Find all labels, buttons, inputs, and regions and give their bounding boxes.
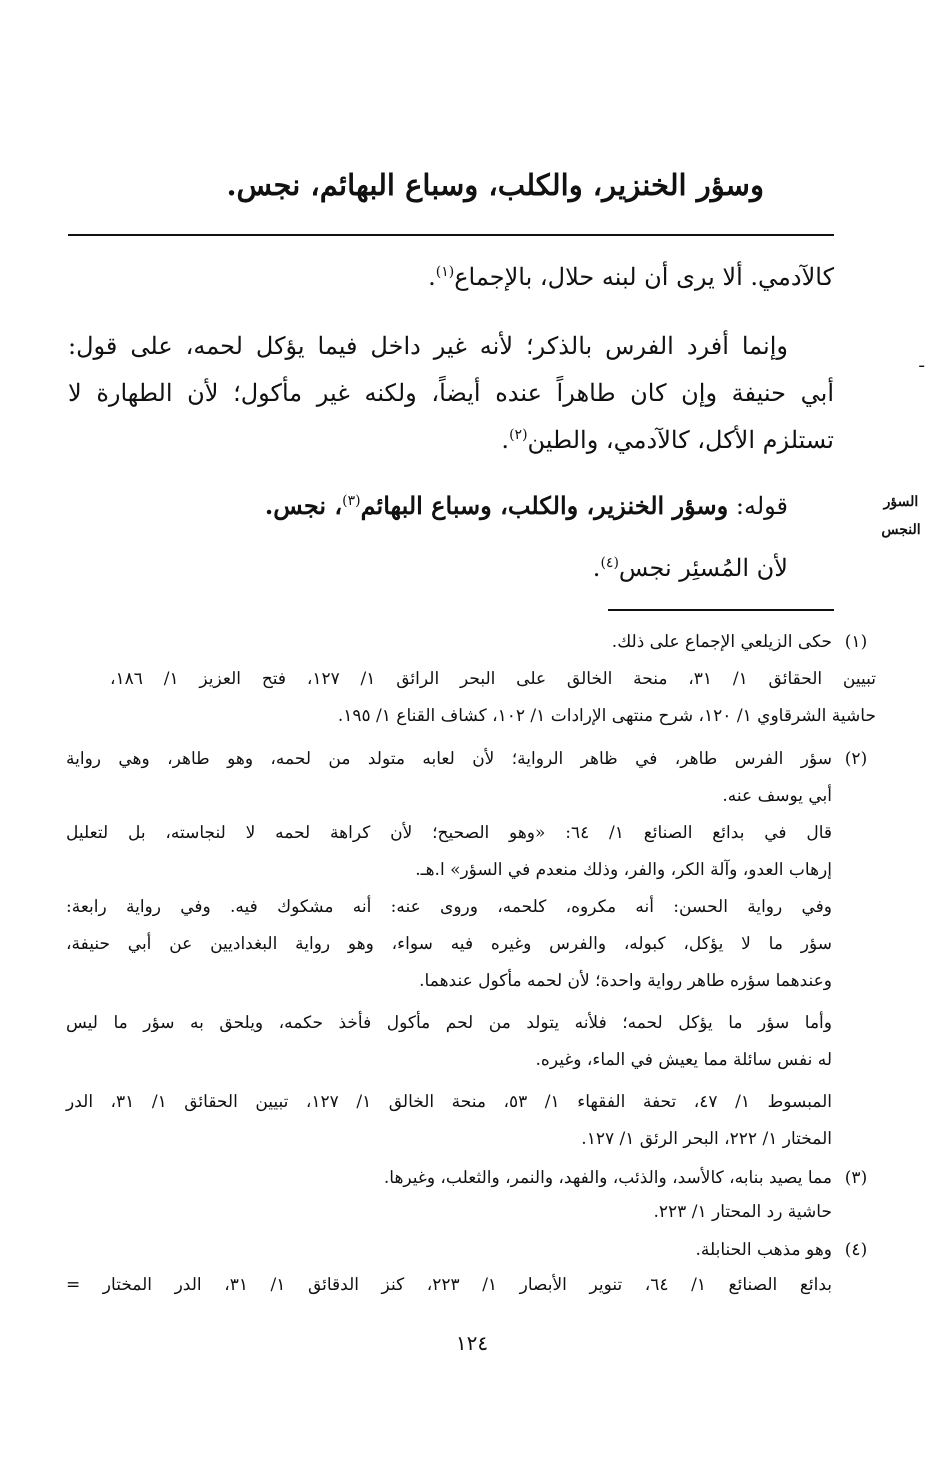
footnote-ref-2: (٢) bbox=[509, 427, 528, 443]
quoted-text-end: ، نجس. bbox=[264, 491, 343, 520]
page-header-title: وسؤر الخنزير، والكلب، وسباع البهائم، نجس. bbox=[226, 168, 764, 202]
text-line: كالآدمي. ألا يرى أن لبنه حلال، بالإجماع bbox=[454, 263, 834, 291]
footnote-line: حكى الزيلعي الإجماع على ذلك. bbox=[611, 632, 832, 652]
margin-tick: ـ bbox=[919, 352, 924, 371]
text-punct: . bbox=[592, 554, 601, 582]
text-line: أبي حنيفة وإن كان طاهراً عنده أيضاً، ولكنه غير مأكول؛ لأن الطهارة لا bbox=[68, 379, 834, 407]
footnote-line: وفي رواية الحسن: أنه مكروه، كلحمه، وروى عنه: أنه مشكوك فيه. وفي رواية رابعة: bbox=[66, 897, 832, 917]
footnotes bbox=[66, 624, 876, 1295]
footnote-divider bbox=[608, 609, 834, 611]
text-punct: . bbox=[428, 263, 436, 291]
footnote-line: قال في بدائع الصنائع ١/ ٦٤: «وهو الصحيح؛ لأن كراهة لحمه لا لنجاسته، بل لتعليل bbox=[66, 823, 832, 843]
footnote-line: وهو مذهب الحنابلة. bbox=[695, 1240, 832, 1260]
main-paragraph-3 bbox=[68, 482, 834, 530]
footnote-number: (٢) bbox=[844, 749, 868, 769]
footnote-number: (١) bbox=[844, 632, 868, 652]
margin-note bbox=[876, 488, 926, 544]
footnote-ref-4: (٤) bbox=[600, 555, 619, 571]
footnote-line: وأما سؤر ما يؤكل لحمه؛ فلأنه يتولد من لحم مأكول فأخذ حكمه، ويلحق به سؤر ما ليس bbox=[66, 1013, 832, 1033]
footnote-line: المبسوط ١/ ٤٧، تحفة الفقهاء ١/ ٥٣، منحة الخالق ١/ ١٢٧، تبيين الحقائق ١/ ٣١، الدر bbox=[66, 1092, 833, 1112]
header-divider bbox=[68, 234, 834, 236]
quoted-text: وسؤر الخنزير، والكلب، وسباع البهائم bbox=[360, 491, 729, 520]
footnote-line: المختار ١/ ٢٢٢، البحر الرئق ١/ ١٢٧. bbox=[581, 1129, 832, 1149]
footnote-line: أبي يوسف عنه. bbox=[722, 786, 832, 806]
margin-note-line: السؤر bbox=[883, 494, 919, 510]
quote-lead: قوله: bbox=[735, 492, 788, 520]
footnote-line: له نفس سائلة مما يعيش في الماء، وغيره. bbox=[535, 1050, 832, 1070]
text-line: وإنما أفرد الفرس بالذكر؛ لأنه غير داخل فيما يؤكل لحمه، على قول: bbox=[68, 332, 788, 360]
page-number: ١٢٤ bbox=[455, 1331, 489, 1355]
footnote-line: وعندهما سؤره طاهر رواية واحدة؛ لأن لحمه مأكول عندهما. bbox=[419, 971, 832, 991]
footnote-number: (٣) bbox=[844, 1168, 868, 1188]
footnote-ref-1: (١) bbox=[435, 264, 455, 280]
margin-note-line: النجس bbox=[881, 522, 921, 538]
footnote-line: إرهاب العدو، وآلة الكر، والفر، وذلك منعدم في السؤر» ا.هـ. bbox=[415, 860, 832, 880]
footnote-line: مما يصيد بنابه، كالأسد، والذئب، والفهد، والنمر، والثعلب، وغيرها. bbox=[383, 1168, 832, 1188]
footnote-number: (٤) bbox=[844, 1240, 868, 1260]
footnote-ref-3: (٣) bbox=[342, 493, 361, 509]
footnote-line: سؤر ما لا يؤكل، كبوله، والفرس وغيره فيه سواء، وهو رواية البغداديين عن أبي حنيفة، bbox=[66, 934, 832, 954]
footnote-line: حاشية رد المحتار ١/ ٢٢٣. bbox=[653, 1202, 832, 1222]
main-paragraph-4 bbox=[68, 545, 834, 592]
footnote-line: بدائع الصنائع ١/ ٦٤، تنوير الأبصار ١/ ٢٢٣، كنز الدقائق ١/ ٣١، الدر المختار = bbox=[66, 1275, 833, 1295]
text-line: لأن المُسئِر نجس bbox=[618, 554, 788, 582]
footnote-line: حاشية الشرقاوي ١/ ١٢٠، شرح منتهى الإرادات ١/ ١٠٢، كشاف القناع ١/ ١٩٥. bbox=[337, 706, 876, 726]
main-paragraph-2 bbox=[68, 323, 834, 464]
text-line: تستلزم الأكل، كالآدمي، والطين bbox=[527, 426, 834, 454]
main-paragraph-1 bbox=[68, 254, 834, 301]
text-punct: . bbox=[501, 426, 510, 454]
footnote-line: تبيين الحقائق ١/ ٣١، منحة الخالق على البحر الرائق ١/ ١٢٧، فتح العزيز ١/ ١٨٦، bbox=[110, 669, 876, 689]
footnote-line: سؤر الفرس طاهر، في ظاهر الرواية؛ لأن لعابه متولد من لحمه، وهو طاهر، وهي رواية bbox=[66, 749, 832, 769]
